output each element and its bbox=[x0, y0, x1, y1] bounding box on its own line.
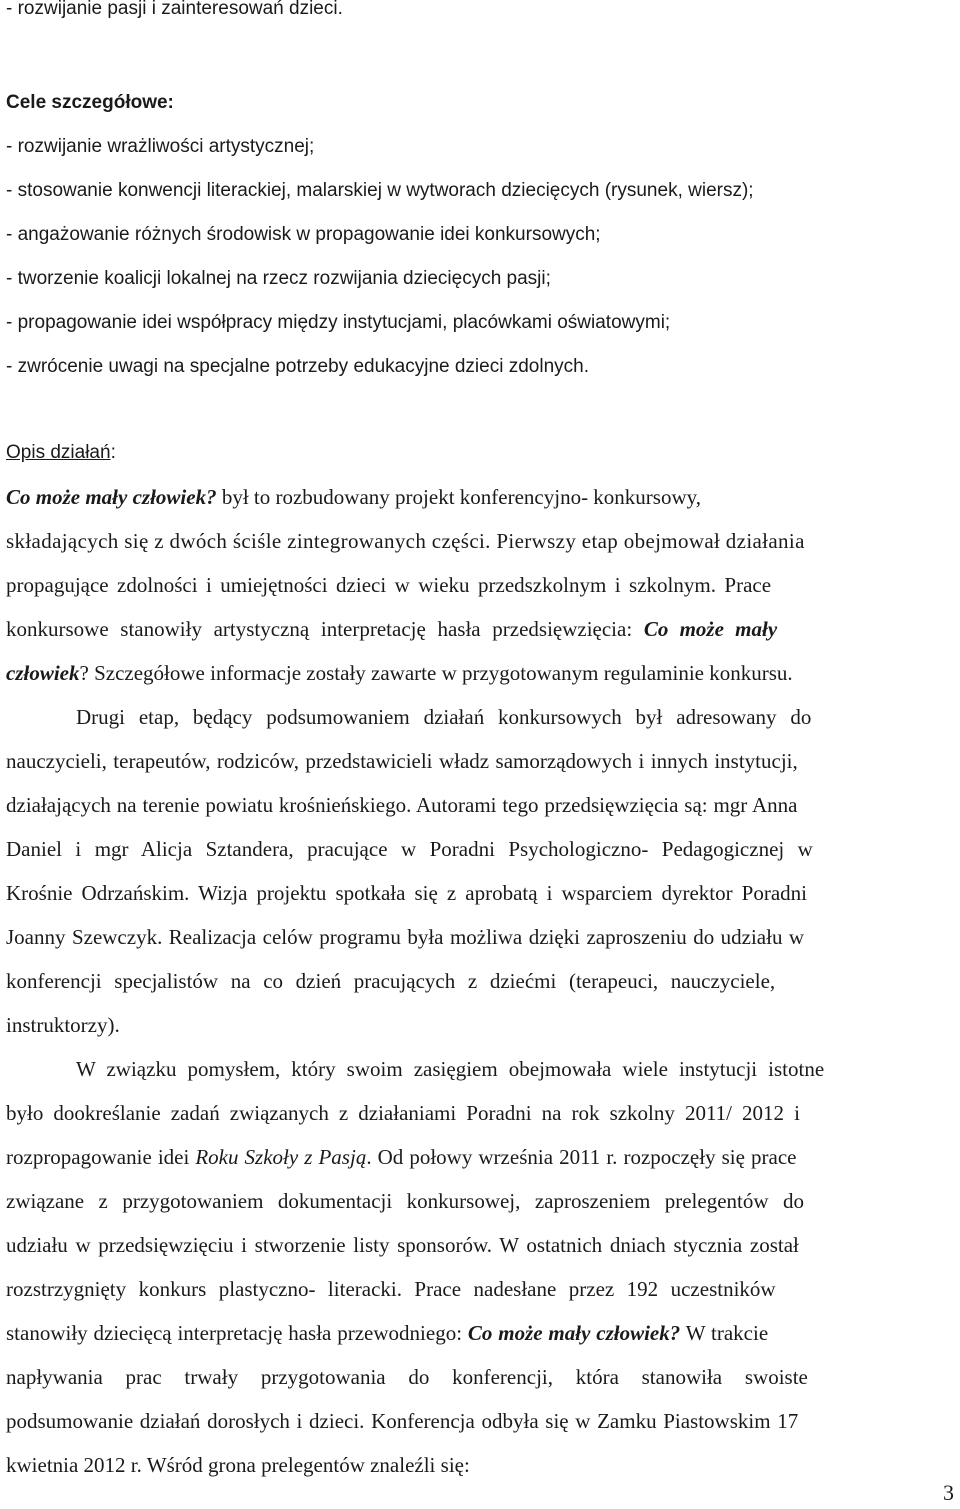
program-name-italic: Roku Szkoły z Pasją bbox=[195, 1145, 367, 1169]
paragraph-text: konkursowe stanowiły artystyczną interpretację hasła przedsięwzięcia: bbox=[6, 617, 644, 641]
paragraph-line: instruktorzy). bbox=[6, 1013, 120, 1037]
goal-item: - rozwijanie wrażliwości artystycznej; bbox=[6, 136, 315, 157]
paragraph-line: Drugi etap, będący podsumowaniem działań konkursowych był adresowany do bbox=[76, 705, 812, 729]
paragraph-line bbox=[6, 660, 793, 686]
paragraph-line: rozstrzygnięty konkurs plastyczno- literacki. Prace nadesłane przez 192 uczestników bbox=[6, 1277, 776, 1301]
paragraph-line: Daniel i mgr Alicja Sztandera, pracujące w Poradni Psychologiczno- Pedagogicznej w bbox=[6, 837, 813, 861]
paragraph-line: działających na terenie powiatu krośnieńskiego. Autorami tego przedsięwzięcia są: mgr Anna bbox=[6, 793, 798, 817]
actions-heading-colon: : bbox=[110, 442, 116, 463]
paragraph-text: . Od połowy września 2011 r. rozpoczęły się prace bbox=[366, 1145, 797, 1169]
project-title: Co może mały człowiek? bbox=[6, 485, 217, 509]
paragraph-text: propagujące zdolności i umiejętności dzieci w wieku przedszkolnym i szkolnym. Prace bbox=[6, 573, 772, 597]
paragraph-line bbox=[6, 484, 701, 510]
paragraph-line: udziału w przedsięwzięciu i stworzenie listy sponsorów. W ostatnich dniach stycznia został bbox=[6, 1233, 799, 1257]
paragraph-text: składających się z dwóch ściśle zintegrowanych części. Pierwszy etap obejmował działania bbox=[6, 529, 805, 553]
paragraph-line: kwietnia 2012 r. Wśród grona prelegentów znaleźli się: bbox=[6, 1453, 470, 1477]
paragraph-line bbox=[6, 1144, 796, 1170]
goal-item: - stosowanie konwencji literackiej, malarskiej w wytworach dziecięcych (rysunek, wiersz); bbox=[6, 180, 754, 201]
goal-item: - zwrócenie uwagi na specjalne potrzeby edukacyjne dzieci zdolnych. bbox=[6, 356, 589, 377]
paragraph-line bbox=[6, 616, 777, 642]
paragraph-line: konferencji specjalistów na co dzień pracujących z dziećmi (terapeuci, nauczyciele, bbox=[6, 969, 776, 993]
paragraph-line: W związku pomysłem, który swoim zasięgiem obejmowała wiele instytucji istotne bbox=[76, 1057, 825, 1081]
paragraph-text: rozpropagowanie idei bbox=[6, 1145, 196, 1169]
paragraph-line: podsumowanie działań dorosłych i dzieci. Konferencja odbyła się w Zamku Piastowskim 17 bbox=[6, 1409, 799, 1433]
intro-line: - rozwijanie pasji i zainteresowań dzieci. bbox=[6, 0, 343, 19]
paragraph-line: Joanny Szewczyk. Realizacja celów programu była możliwa dzięki zaproszeniu do udziału w bbox=[6, 925, 805, 949]
paragraph-line bbox=[6, 1320, 768, 1346]
paragraph-text: W trakcie bbox=[680, 1321, 769, 1345]
paragraph-text: był to rozbudowany projekt konferencyjno- konkursowy, bbox=[216, 485, 702, 509]
paragraph-line bbox=[6, 572, 954, 598]
paragraph-line bbox=[6, 528, 954, 554]
paragraph-line: nauczycieli, terapeutów, rodziców, przedstawicieli władz samorządowych i innych instytucji, bbox=[6, 749, 798, 773]
detailed-goals-heading: Cele szczegółowe: bbox=[6, 92, 174, 113]
paragraph-line: Krośnie Odrzańskim. Wizja projektu spotkała się z aprobatą i wsparciem dyrektor Poradni bbox=[6, 881, 808, 905]
paragraph-line: napływania prac trwały przygotowania do konferencji, która stanowiła swoiste bbox=[6, 1365, 808, 1389]
actions-heading bbox=[6, 440, 116, 466]
goal-item: - angażowanie różnych środowisk w propagowanie idei konkursowych; bbox=[6, 224, 601, 245]
motto-italic-end: człowiek bbox=[6, 661, 80, 685]
paragraph-line: związane z przygotowaniem dokumentacji konkursowej, zaproszeniem prelegentów do bbox=[6, 1189, 804, 1213]
goal-item: - tworzenie koalicji lokalnej na rzecz rozwijania dziecięcych pasji; bbox=[6, 268, 551, 289]
paragraph-text: ? Szczegółowe informacje zostały zawarte w przygotowanym regulaminie konkursu. bbox=[79, 661, 793, 685]
goal-item: - propagowanie idei współpracy między instytucjami, placówkami oświatowymi; bbox=[6, 312, 671, 333]
motto-italic: Co może mały bbox=[643, 617, 778, 641]
paragraph-text: stanowiły dziecięcą interpretację hasła przewodniego: bbox=[6, 1321, 468, 1345]
page-number: 3 bbox=[943, 1480, 954, 1505]
actions-heading-text: Opis działań bbox=[6, 442, 111, 463]
motto-italic: Co może mały człowiek? bbox=[467, 1321, 681, 1345]
paragraph-line: było dookreślanie zadań związanych z działaniami Poradni na rok szkolny 2011/ 2012 i bbox=[6, 1101, 800, 1125]
